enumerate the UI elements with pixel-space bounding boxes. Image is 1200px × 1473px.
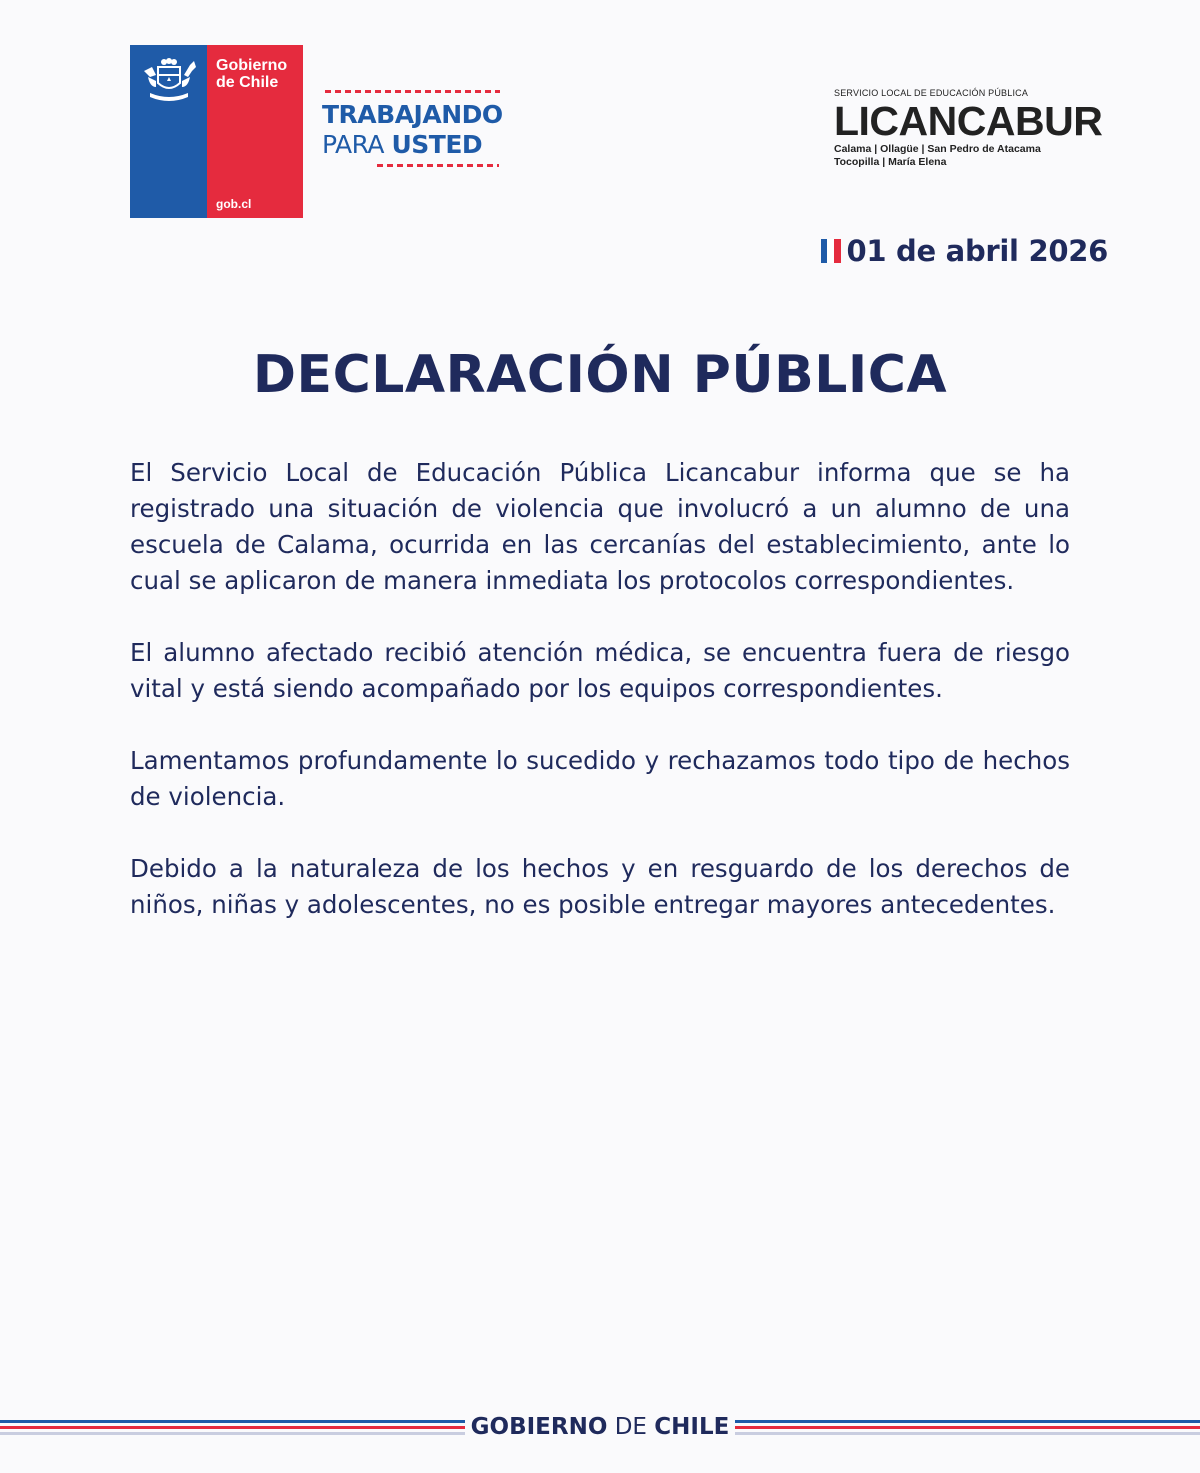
coat-of-arms-icon — [138, 57, 200, 105]
paragraph-2: El alumno afectado recibió atención médica, se encuentra fuera de riesgo vital y está siendo acompañado por los equipos correspondientes. — [130, 638, 1070, 703]
logo-red-panel — [207, 45, 303, 218]
footer-part2: DE — [607, 1414, 655, 1440]
slogan-line1: TRABAJANDO — [322, 100, 503, 129]
logo-name: Gobierno de Chile — [216, 57, 288, 91]
slogan-top-dashes — [325, 90, 500, 93]
licancabur-wordmark: LICANCABUR — [834, 98, 1103, 144]
slogan-line2-prefix: PARA — [322, 130, 392, 159]
licancabur-places-line2: Tocopilla | María Elena — [834, 156, 947, 168]
footer-stripes-right — [735, 1420, 1200, 1440]
logo-blue-panel — [130, 45, 207, 218]
slogan-line2-bold: USTED — [391, 130, 483, 159]
paragraph-1: El Servicio Local de Educación Pública Licancabur informa que se ha registrado una situación de violencia que involucró a un alumno de una escuela de Calama, ocurrida en las cercanías del establecimiento, ante lo cual se aplicaron de manera inmediata los protocolos correspondientes. — [130, 458, 1070, 595]
licancabur-service-label: SERVICIO LOCAL DE EDUCACIÓN PÚBLICA — [834, 88, 1029, 98]
slogan-line2 — [322, 130, 512, 160]
slogan — [322, 90, 512, 167]
publication-date — [821, 234, 1109, 268]
footer-part3: CHILE — [654, 1414, 730, 1440]
slogan-bottom-dashes — [377, 164, 499, 167]
date-text: 01 de abril 2026 — [846, 234, 1108, 268]
page-title: DECLARACIÓN PÚBLICA — [252, 345, 948, 405]
licancabur-name — [834, 99, 1134, 143]
paragraph-3: Lamentamos profundamente lo sucedido y rechazamos todo tipo de hechos de violencia. — [130, 746, 1070, 811]
licancabur-logo — [834, 88, 1134, 169]
logo-url: gob.cl — [216, 197, 252, 211]
footer — [0, 1412, 1200, 1448]
footer-part1: GOBIERNO — [470, 1414, 608, 1440]
licancabur-places-line1: Calama | Ollagüe | San Pedro de Atacama — [834, 143, 1041, 155]
flag-icon — [821, 239, 841, 263]
paragraph-4: Debido a la naturaleza de los hechos y en resguardo de los derechos de niños, niñas y adolescentes, no es posible entregar mayores antecedentes. — [130, 854, 1070, 919]
statement-body — [130, 455, 1070, 959]
gobierno-de-chile-logo — [130, 45, 303, 218]
